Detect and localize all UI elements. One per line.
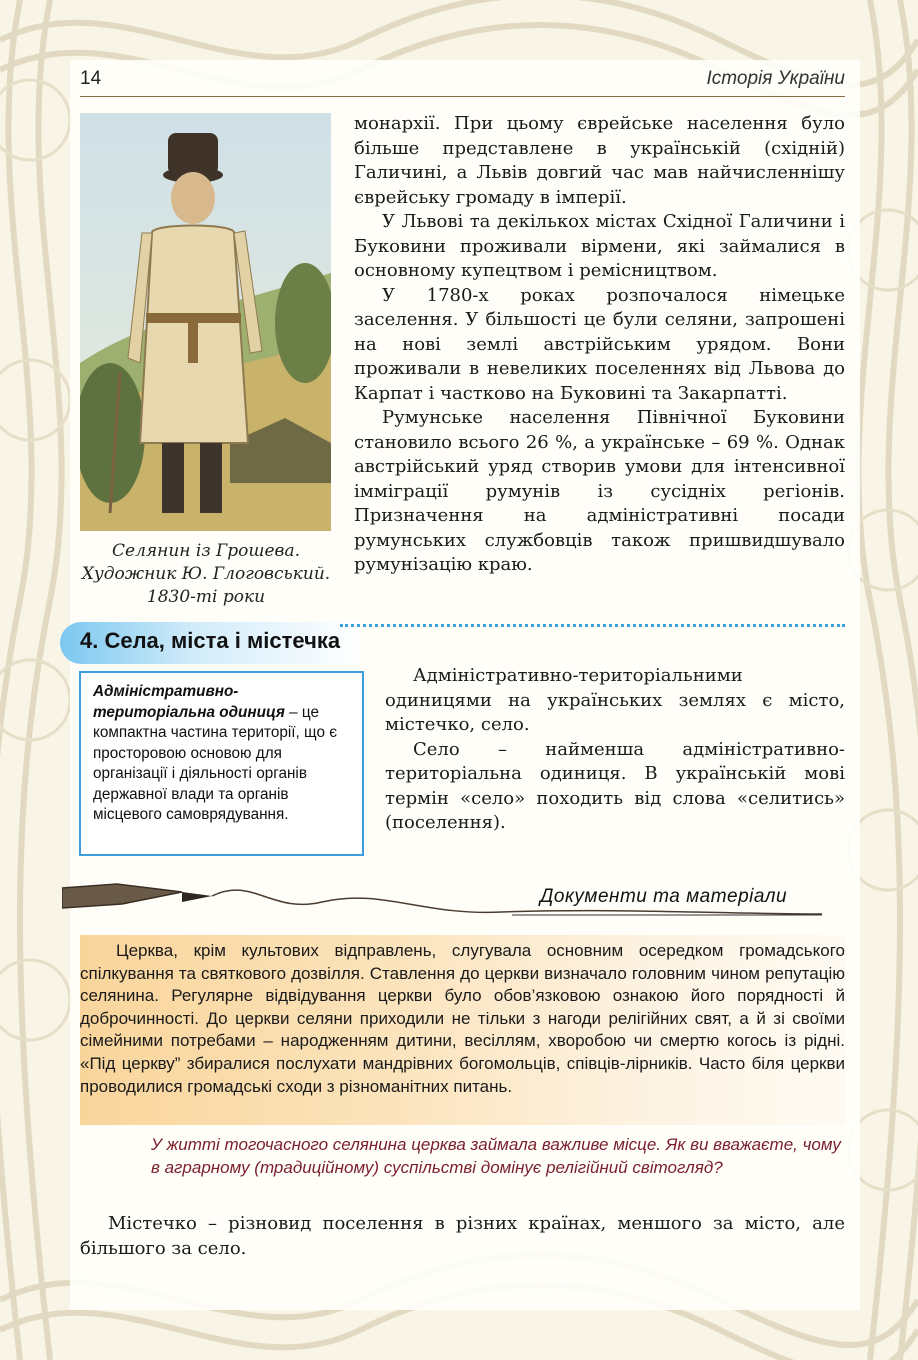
- documents-title: Документи та матеріали: [540, 886, 788, 907]
- header-rule: [80, 96, 845, 97]
- caption-title: Селянин із Грошева.: [112, 541, 300, 561]
- section-title: 4. Села, міста і містечка: [80, 628, 341, 653]
- page-number: 14: [80, 68, 102, 89]
- definition-term: Адміністративно-територіальна одиниця: [93, 683, 285, 721]
- section-text-column: [385, 664, 845, 836]
- paragraph-village: Село – найменша адміністративно-територіальна одиниця. В українській мові термін «село» походить від слова «селитись» (поселення).: [385, 738, 845, 833]
- document-quote-text: Церква, крім культових відправлень, слугувала основним осередком громадського спілкування та святкового дозвілля. Ставлення до церкви визначало головним чином репутацію селянина. Регулярне відвідування церкви було обов’язковою ознакою його порядності й доброчинності. До церкви селяни приходили не тільки з нагоди релігійних свят, а й зі своїми сімейними потребами – народженням дитини, весіллям, хворобою чи смертю когось із рідні. «Під церкву” збиралися послухати мандрівних богомольців, співців-лірників. Часто біля церкви проводилися громадські сходи з різноманітних питань.: [80, 941, 845, 1096]
- definition-box: [79, 671, 364, 856]
- top-text-column: [354, 112, 845, 578]
- paragraph-jewish-population: монархії. При цьому єврейське населення було більше представлене в українській (східній) Галичині, а Львів довгий час мав найчисленнішу єврейську громаду в імперії.: [354, 113, 845, 208]
- paragraph-romanian-population: Румунське населення Північної Буковини становило всього 26 %, а українське – 69 %. Однак австрійський уряд створив умови для інтенсивної імміграції румунів із сусідніх регіонів. Призначення на адміністративні посади румунських службовців також пришвидшувало румунізацію краю.: [354, 407, 845, 575]
- question-prompt: У житті тогочасного селянина церква займала важливе місце. Як ви вважаєте, чому в аграрному (традиційному) суспільстві домінує релігійний світогляд?: [151, 1135, 841, 1177]
- paragraph-armenians: У Львові та декількох містах Східної Галичини і Буковини проживали вірмени, які займалися в основному купецтвом і ремісництвом.: [354, 211, 845, 281]
- definition-text: це компактна частина території, що є просторовою основою для організації і діяльності органів державної влади та органів місцевого самоврядування.: [93, 703, 338, 823]
- illustration-caption: [78, 540, 334, 609]
- paragraph-admin-units: Адміністративно-територіальними одиницями на українських землях є місто, містечко, село.: [385, 665, 845, 735]
- caption-date: 1830-ті роки: [146, 587, 266, 607]
- paragraph-mistechko: Містечко – різновид поселення в різних країнах, меншого за місто, але більшого за село.: [80, 1213, 845, 1259]
- running-title: Історія України: [706, 68, 845, 89]
- caption-artist: Художник Ю. Глоговський.: [81, 564, 331, 584]
- peasant-illustration: [80, 113, 331, 531]
- paragraph-german-settlement: У 1780-х роках розпочалося німецьке заселення. У більшості це були селяни, запрошені на нові землі австрійським урядом. Вони проживали в невеликих поселеннях від Львова до Карпат і частково на Буковині та Закарпатті.: [354, 284, 845, 404]
- definition-dash: –: [284, 703, 298, 721]
- section-dotted-rule: [340, 624, 845, 627]
